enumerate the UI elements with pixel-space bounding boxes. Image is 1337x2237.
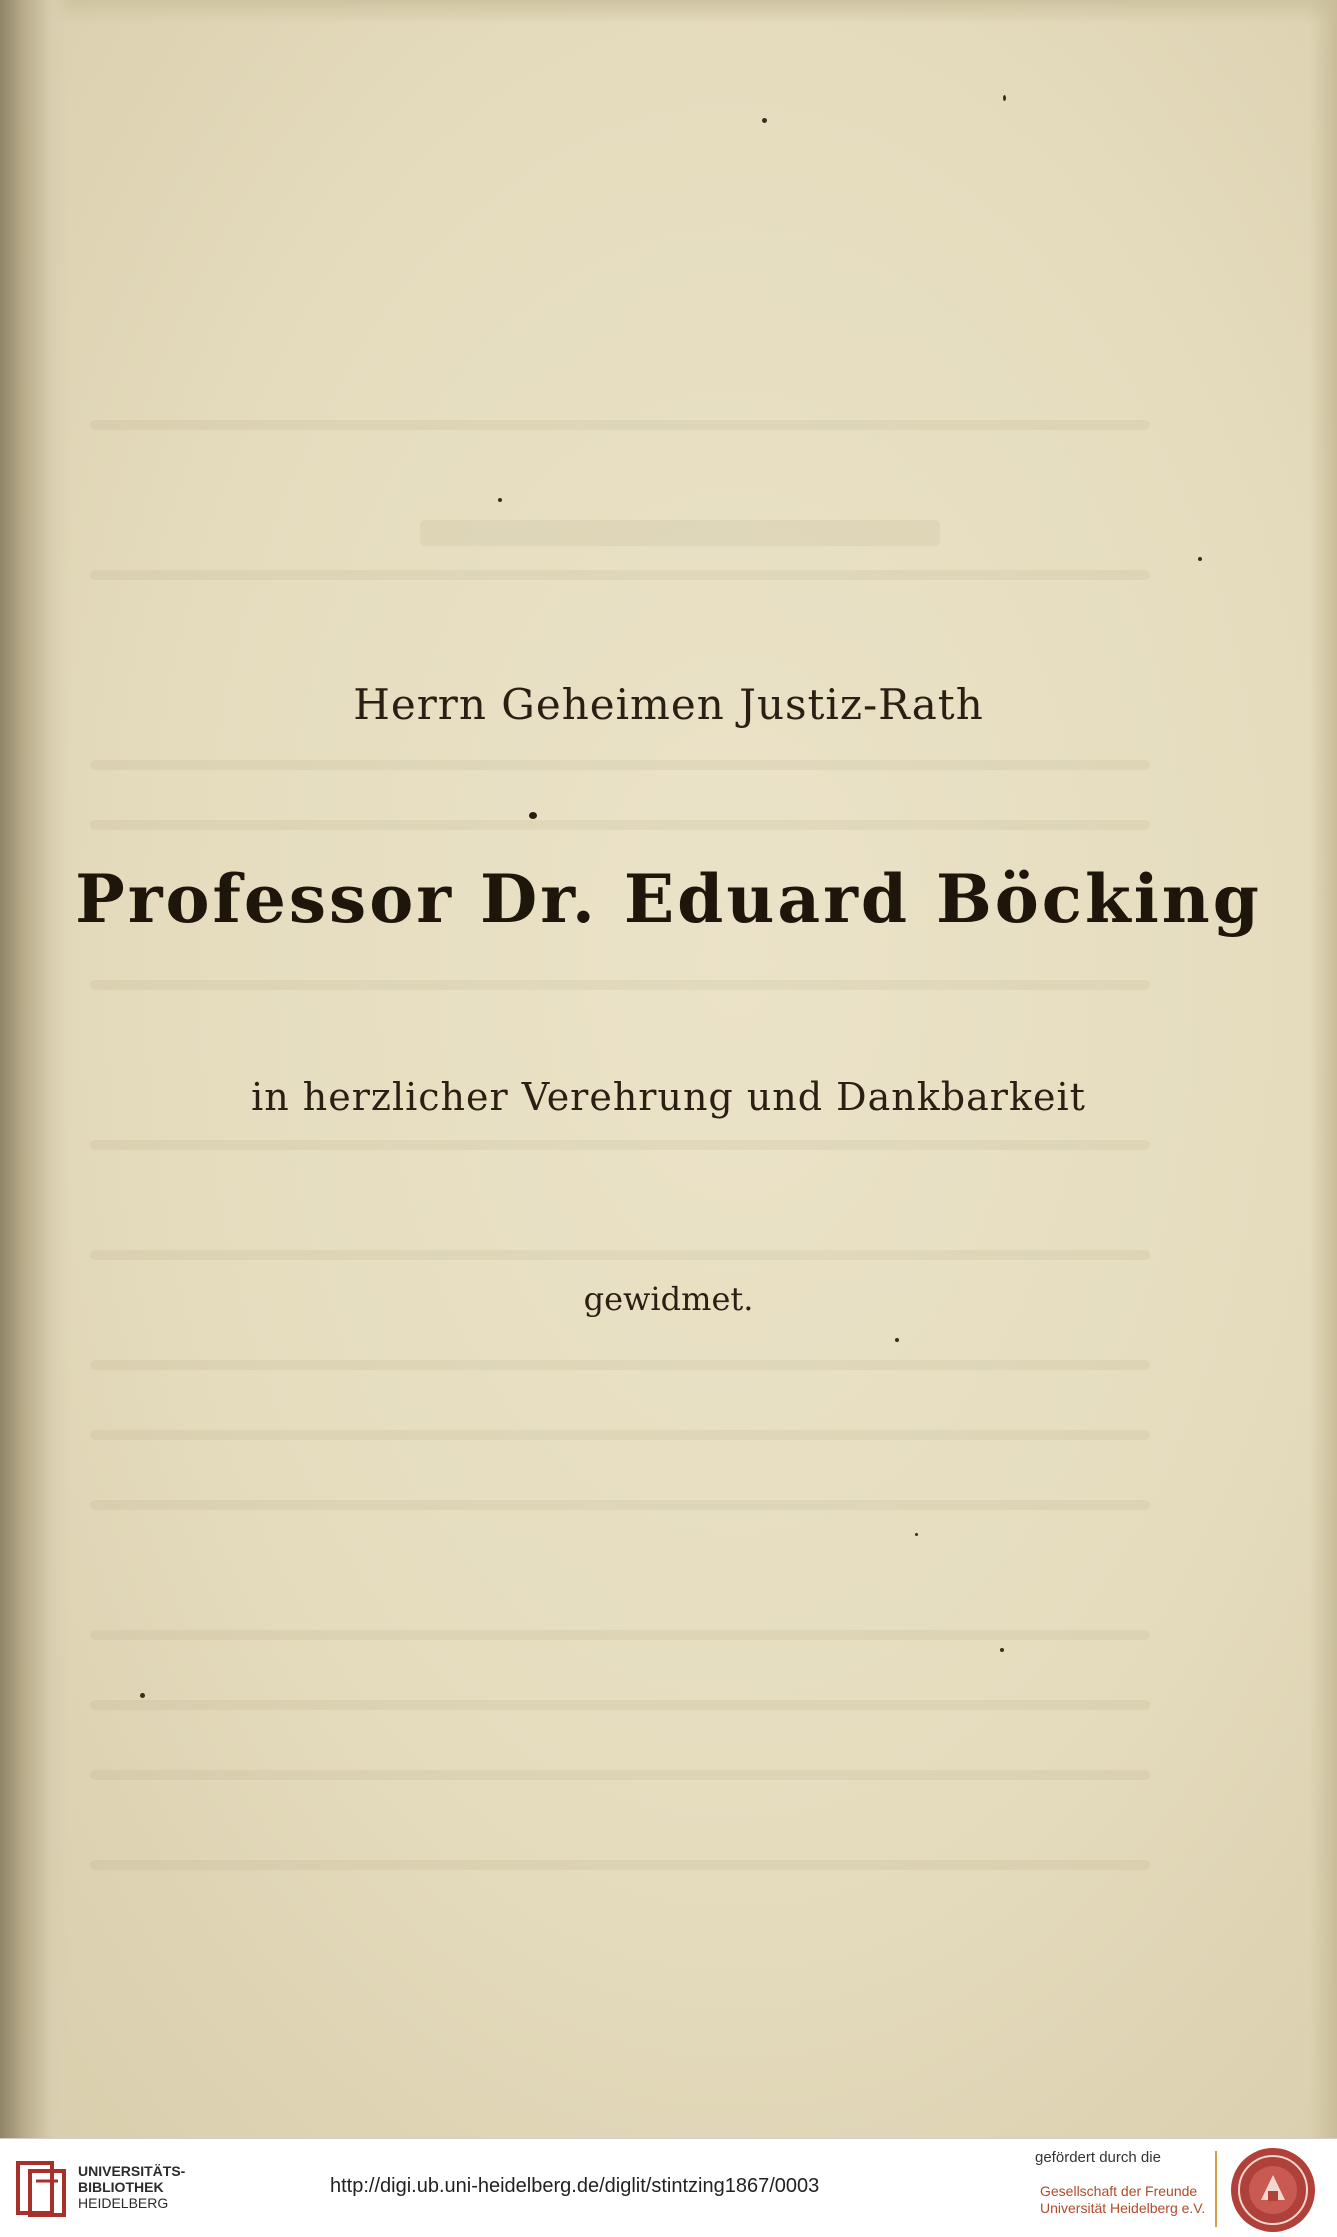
dedication-recipient-name: Professor Dr. Eduard Böcking [75, 860, 1262, 938]
bleed-through-line [90, 1140, 1150, 1150]
bleed-through-line [90, 1630, 1150, 1640]
library-name-line: HEIDELBERG [78, 2195, 169, 2211]
bleed-through-line [90, 820, 1150, 830]
bleed-through-line [420, 520, 940, 546]
footer-divider [1215, 2151, 1217, 2227]
bleed-through-line [90, 1250, 1150, 1260]
paper-speck [915, 1533, 918, 1536]
bleed-through-line [90, 980, 1150, 990]
page-spine-shadow [0, 0, 70, 2138]
paper-speck [895, 1338, 899, 1342]
dedication-recipient-title: Herrn Geheimen Justiz-Rath [353, 680, 984, 729]
page-permalink[interactable]: http://digi.ub.uni-heidelberg.de/diglit/stintzing1867/0003 [330, 2175, 820, 2197]
bleed-through-line [90, 1770, 1150, 1780]
bleed-through-line [90, 1700, 1150, 1710]
viewer-footer [0, 2138, 1337, 2237]
sponsor-name-line: Universität Heidelberg e.V. [1040, 2200, 1206, 2216]
bleed-through-line [90, 420, 1150, 430]
sponsor-name-line: Gesellschaft der Freunde [1040, 2183, 1198, 2199]
paper-speck [1198, 557, 1202, 561]
university-seal-icon [1228, 2145, 1318, 2235]
library-name-line: UNIVERSITÄTS- [78, 2163, 186, 2179]
bleed-through-line [90, 1500, 1150, 1510]
dedication-closing: gewidmet. [583, 1280, 754, 1318]
paper-speck [498, 498, 502, 502]
library-name-line: BIBLIOTHEK [78, 2179, 164, 2195]
page-top-edge [0, 0, 1337, 24]
paper-speck [1000, 1648, 1004, 1652]
sponsor-name [1040, 2183, 1210, 2217]
dedication-phrase: in herzlicher Verehrung und Dankbarkeit [251, 1075, 1086, 1119]
bleed-through-line [90, 1860, 1150, 1870]
bleed-through-line [90, 1430, 1150, 1440]
bleed-through-line [90, 760, 1150, 770]
bleed-through-line [90, 570, 1150, 580]
bleed-through-line [90, 1360, 1150, 1370]
paper-speck [1003, 95, 1006, 101]
paper-speck [762, 118, 767, 123]
library-name [78, 2163, 208, 2211]
library-logo-icon [14, 2157, 70, 2219]
ink-dot [529, 812, 537, 819]
page-right-edge [1309, 0, 1337, 2138]
sponsor-label: gefördert durch die [1035, 2149, 1161, 2166]
paper-speck [140, 1693, 145, 1698]
